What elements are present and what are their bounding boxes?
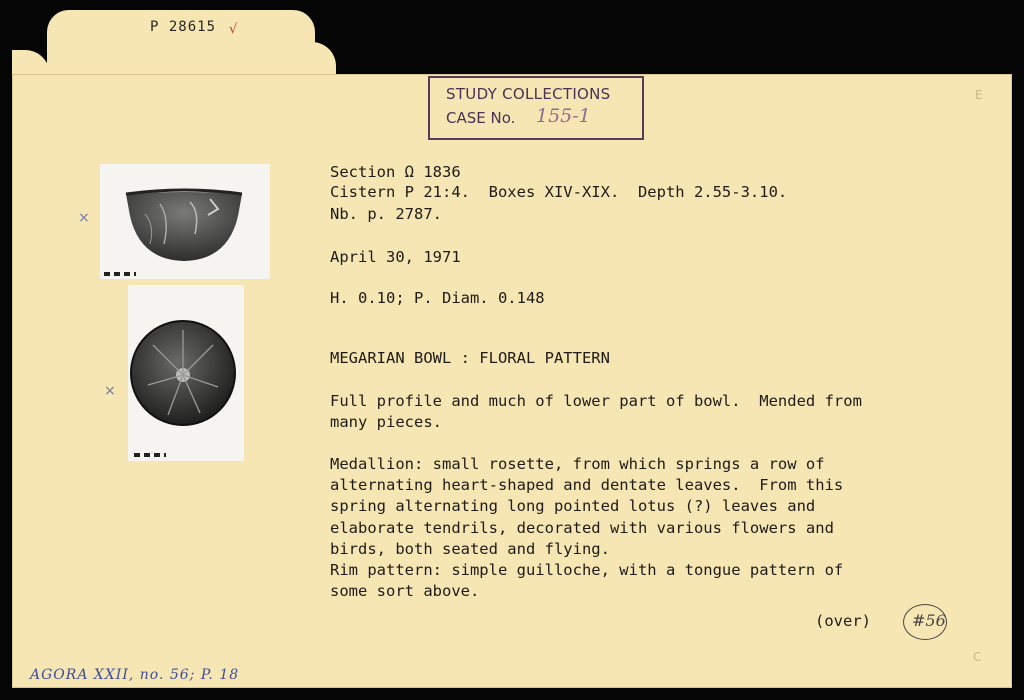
card-tab-curve-left — [12, 50, 50, 75]
circled-number — [903, 604, 947, 640]
bowl-profile-image — [100, 164, 270, 279]
notebook-line: Nb. p. 2787. — [330, 205, 442, 223]
stamp-title: STUDY COLLECTIONS — [446, 85, 611, 103]
description-condition: Full profile and much of lower part of bowl. Mended from many pieces. — [330, 392, 862, 431]
stamp-case-number: 155-1 — [536, 105, 591, 127]
study-collections-stamp — [428, 76, 644, 140]
bowl-medallion-image — [128, 285, 244, 461]
photo-mark-x: × — [78, 210, 90, 226]
date-line: April 30, 1971 — [330, 248, 461, 266]
cistern-line: Cistern P 21:4. Boxes XIV-XIX. Depth 2.55-3.10. — [330, 183, 788, 201]
circled-number-text: #56 — [912, 611, 946, 630]
bowl-medallion-photo — [128, 285, 244, 461]
check-mark: √ — [229, 22, 238, 37]
accession-number: P 28615 — [150, 19, 217, 35]
section-line: Section Ω 1836 — [330, 163, 461, 181]
over-note: (over) — [815, 612, 871, 630]
bowl-profile-photo — [100, 164, 270, 279]
dimensions-line: H. 0.10; P. Diam. 0.148 — [330, 289, 545, 307]
scale-bar — [104, 272, 136, 276]
corner-mark-top: E — [975, 88, 983, 102]
corner-mark-bottom: C — [973, 650, 982, 664]
scale-bar — [134, 453, 166, 457]
card-tab-curve-right — [312, 42, 336, 76]
stamp-case-label: CASE No. — [446, 109, 516, 127]
publication-reference: AGORA XXII, no. 56; P. 18 — [30, 667, 240, 683]
description-decoration: Medallion: small rosette, from which springs a row of alternating heart-shaped and dentate leaves. From this spring alternating long pointed lotus (?) leaves and elaborate tendrils, decorated with various flowers and birds, both seated and flying. Rim pattern: simple guilloche, with a tongue pattern of some sort above. — [330, 455, 844, 601]
object-title: MEGARIAN BOWL : FLORAL PATTERN — [330, 349, 610, 367]
photo-mark-x: × — [104, 383, 116, 399]
